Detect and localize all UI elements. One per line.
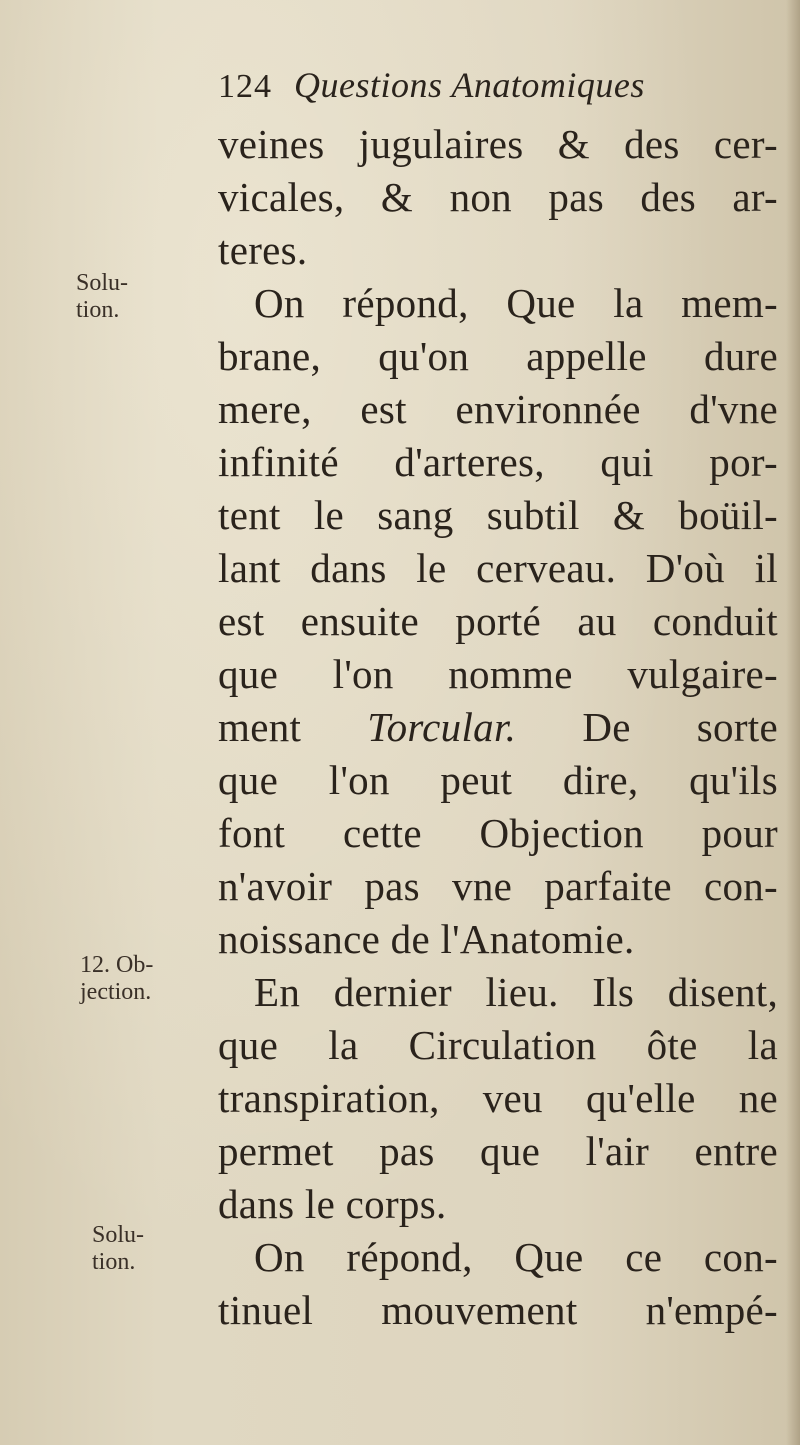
margin-note-line: tion. <box>76 297 120 323</box>
italic-term-torcular: Torcular. <box>367 704 517 750</box>
text-line: On répond, Que la mem- <box>254 280 778 326</box>
running-title: Questions Anatomiques <box>294 65 645 105</box>
text-line: veines jugulaires & des cer- <box>218 121 778 167</box>
text-line: tent le sang subtil & boüil- <box>218 492 778 538</box>
text-line: n'avoir pas vne parfaite con- <box>218 863 778 909</box>
margin-note-line: Solu- <box>76 270 129 296</box>
text-segment: De sorte <box>582 704 778 750</box>
margin-note-line: jection. <box>80 979 152 1005</box>
text-line: vicales, & non pas des ar- <box>218 174 778 220</box>
text-line-torcular <box>218 701 778 754</box>
text-line: noissance de l'Anatomie. <box>218 916 635 962</box>
text-line: font cette Objection pour <box>218 810 778 856</box>
margin-note-line: tion. <box>92 1249 136 1275</box>
text-line: En dernier lieu. Ils disent, <box>254 969 778 1015</box>
text-line: tinuel mouvement n'empé- <box>218 1287 778 1333</box>
text-line: que la Circulation ôte la <box>218 1022 778 1068</box>
text-line: brane, qu'on appelle dure <box>218 333 778 379</box>
margin-note-solution-2 <box>92 1222 222 1276</box>
text-line: teres. <box>218 227 308 273</box>
text-segment: ment <box>218 704 302 750</box>
page-edge-shadow <box>786 0 800 1445</box>
margin-note-objection-12 <box>80 952 210 1006</box>
margin-note-solution-1 <box>76 270 206 324</box>
margin-note-line: Solu- <box>92 1222 145 1248</box>
margin-note-line: 12. Ob- <box>80 952 154 978</box>
page-number: 124 <box>218 68 272 105</box>
body-text <box>218 118 778 1337</box>
text-line: lant dans le cerveau. D'où il <box>218 545 778 591</box>
text-line: transpiration, veu qu'elle ne <box>218 1075 778 1121</box>
text-line: est ensuite porté au conduit <box>218 598 778 644</box>
text-line: que l'on nomme vulgaire- <box>218 651 778 697</box>
page-header <box>218 64 778 114</box>
text-line: dans le corps. <box>218 1181 447 1227</box>
text-line: permet pas que l'air entre <box>218 1128 778 1174</box>
text-line: que l'on peut dire, qu'ils <box>218 757 778 803</box>
text-line: mere, est environnée d'vne <box>218 386 778 432</box>
text-line: On répond, Que ce con- <box>254 1234 778 1280</box>
text-line: infinité d'arteres, qui por- <box>218 439 778 485</box>
